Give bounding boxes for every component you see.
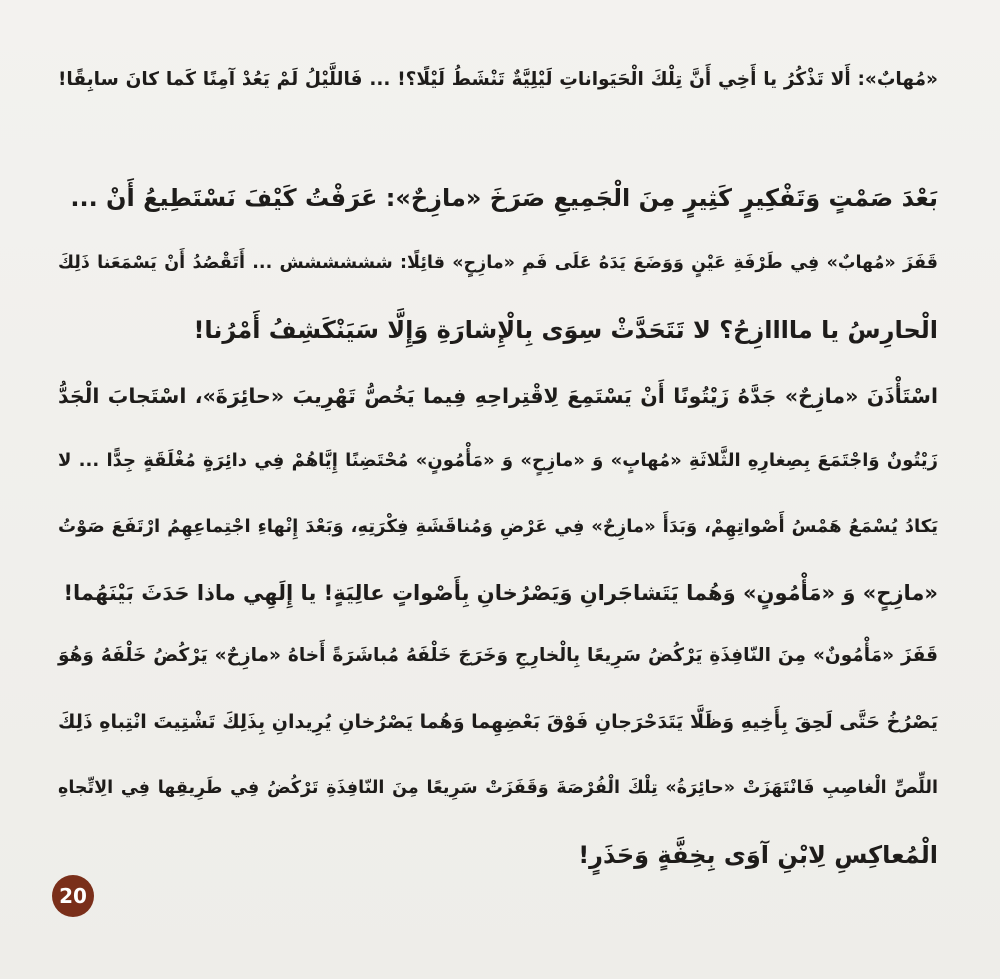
text-line: قَفَزَ «مُهابٌ» فِي طَرْفَةِ عَيْنٍ وَوَضَعَ يَدَهُ عَلَى فَمِ «مازِحٍ» قائِلًا: شششششش ... أَتَقْصُدُ أَنْ يَسْمَعَنا ذَلِكَ [58,253,938,273]
text-line: الْحارِسُ يا ماااازِحُ؟ لا تَتَحَدَّثْ سِوَى بِالْإِشارَةِ وَإِلَّا سَيَنْكَشِفُ أَمْرُنا! [193,316,938,344]
text-line: يَصْرُخُ حَتَّى لَحِقَ بِأَخِيهِ وَظَلَّا يَتَدَحْرَجانِ فَوْقَ بَعْضِهِما وَهُما يَصْرُخانِ يُرِيدانِ بِذَلِكَ تَشْتِيتَ انْتِباهِ ذَلِكَ [58,711,938,733]
text-line: الْمُعاكِسِ لِابْنِ آوَى بِخِفَّةٍ وَحَذَرٍ! [578,841,938,869]
page-number-badge: 20 [52,875,94,917]
text-line: اسْتَأْذَنَ «مازِحٌ» جَدَّهُ زَيْتُونًا أَنْ يَسْتَمِعَ لِاقْتِراحِهِ فِيما يَخُصُّ تَهْرِيبَ «حائِرَةَ»، اسْتَجابَ الْجَدُّ [58,384,938,408]
text-line: «مازِحٍ» وَ «مَأْمُونٍ» وَهُما يَتَشاجَرانِ وَيَصْرُخانِ بِأَصْواتٍ عالِيَةٍ! يا إِلَهِي ماذا حَدَثَ بَيْنَهُما! [63,581,938,605]
text-line: «مُهابٌ»: أَلا تَذْكُرُ يا أَخِي أَنَّ تِلْكَ الْحَيَواناتِ لَيْلِيَّةٌ تَنْشَطُ لَيْلًا؟! ... فَاللَّيْلُ لَمْ يَعُدْ آمِنًا كَما كانَ سابِقًا! [58,69,938,90]
text-line: قَفَزَ «مَأْمُونٌ» مِنَ النّافِذَةِ يَرْكُضُ سَرِيعًا بِالْخارِجِ وَخَرَجَ خَلْفَهُ مُباشَرَةً أَخاهُ «مازِحٌ» يَرْكُضُ خَلْفَهُ وَهُوَ [58,645,938,666]
text-line: بَعْدَ صَمْتٍ وَتَفْكِيرٍ كَثِيرٍ مِنَ الْجَمِيعِ صَرَخَ «مازِحٌ»: عَرَفْتُ كَيْفَ نَسْتَطِيعُ أَنْ ... [70,184,938,212]
text-line: يَكادُ يُسْمَعُ هَمْسُ أَصْواتِهِمْ، وَبَدَأَ «مازِحٌ» فِي عَرْضِ وَمُناقَشَةِ فِكْرَتِهِ، وَبَعْدَ إِنْهاءِ اجْتِماعِهِمُ ارْتَفَعَ صَوْتُ [58,516,938,537]
text-line: اللِّصِّ الْغاصِبِ فَانْتَهَزَتْ «حائِرَةُ» تِلْكَ الْفُرْصَةَ وَقَفَزَتْ سَرِيعًا مِنَ النّافِذَةِ تَرْكُضُ فِي طَرِيقِها فِي الِاتِّجاهِ [58,778,938,798]
text-line: زَيْتُونٌ وَاجْتَمَعَ بِصِغارِهِ الثَّلاثَةِ «مُهابٍ» وَ «مازِحٍ» وَ «مَأْمُونٍ» مُحْتَضِنًا إِيَّاهُمْ فِي دائِرَةٍ مُغْلَقَةٍ جِدًّا ... لا [58,450,938,471]
